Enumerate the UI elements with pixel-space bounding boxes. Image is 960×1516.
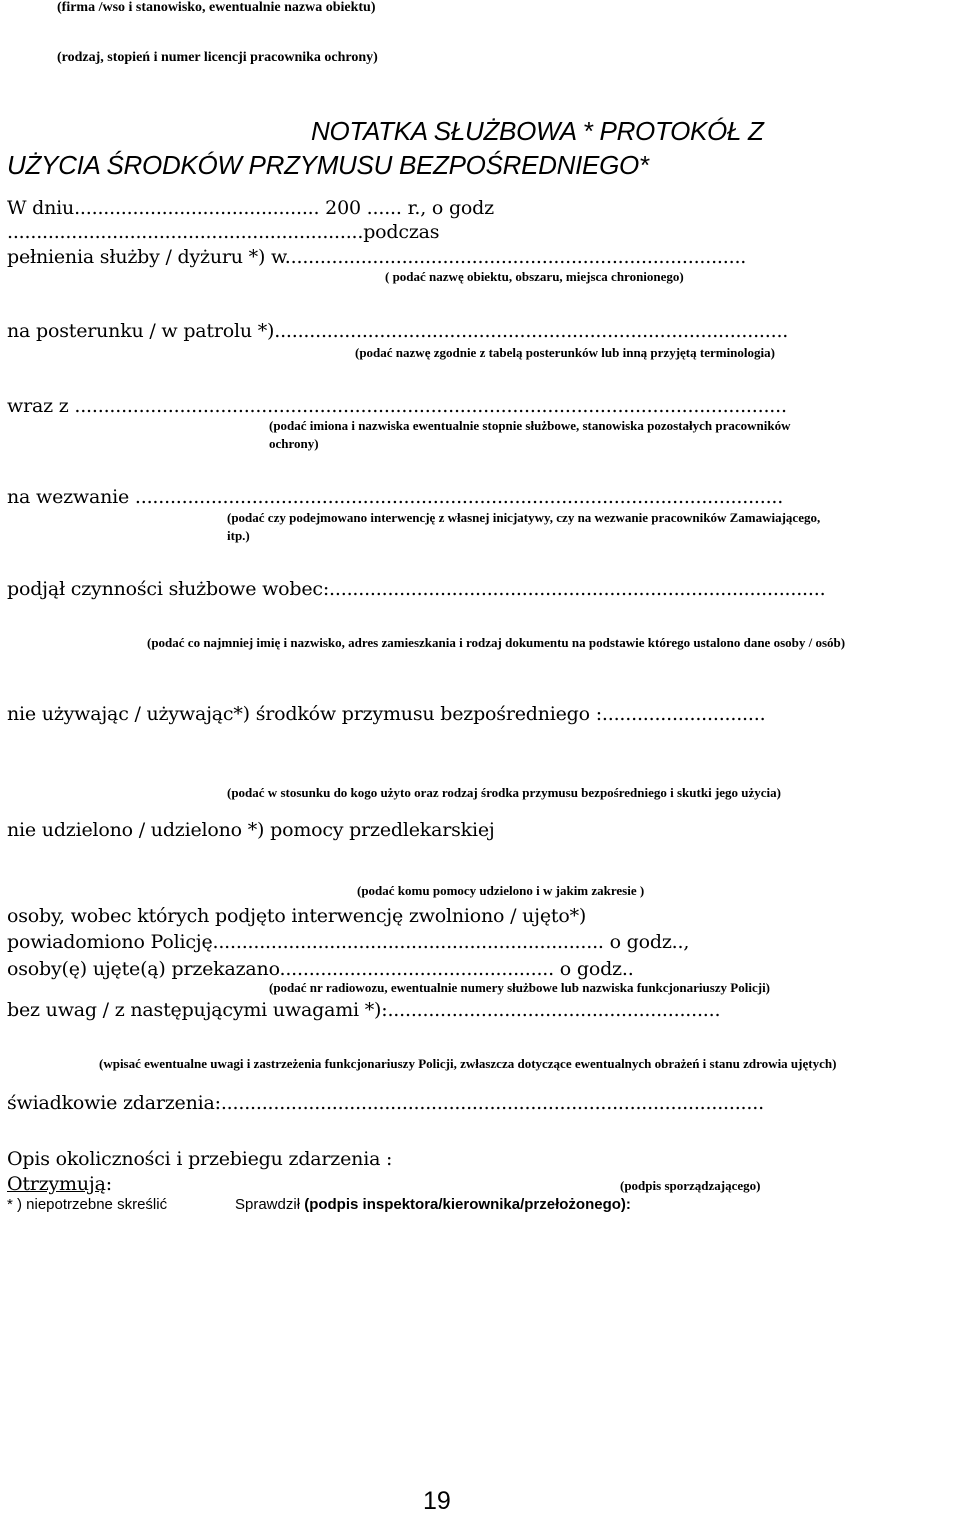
with-line: wraz z .......................................................................................................................... xyxy=(7,395,787,417)
document-title-line1: NOTATKA SŁUŻBOWA * PROTOKÓŁ Z xyxy=(311,116,764,146)
footnote: * ) niepotrzebne skreślić xyxy=(7,1196,168,1213)
call-line: na wezwanie ............................................................................................................... xyxy=(7,486,784,508)
transfer-line: osoby(ę) ujęte(ą) przekazano............................................... o godz.. xyxy=(7,958,634,980)
force-line: nie używając / używając*) środków przymusu bezpośredniego :............................ xyxy=(7,703,766,725)
action-hint: (podać co najmniej imię i nazwisko, adres zamieszkania i rodzaj dokumentu na podstawie którego ustalono dane osoby / osób) xyxy=(147,635,846,650)
page-number: 19 xyxy=(423,1487,451,1515)
release-line: osoby, wobec których podjęto interwencję zwolniono / ujęto*) xyxy=(7,905,587,927)
remarks-hint: (wpisać ewentualne uwagi i zastrzeżenia funkcjonariuszy Policji, zwłaszcza dotyczące ewentualnych obrażeń i stanu zdrowia ujętych) xyxy=(99,1056,837,1071)
force-hint: (podać w stosunku do kogo użyto oraz rodzaj środka przymusu bezpośredniego i skutki jego użycia) xyxy=(227,785,781,800)
duty-line: pełnienia służby / dyżuru *) w............................................................................... xyxy=(7,246,747,268)
post-line: na posterunku / w patrolu *)........................................................................................ xyxy=(7,320,789,342)
call-hint: (podać czy podejmowano interwencję z własnej inicjatywy, czy na wezwanie pracowników Zamawiającego, itp.) xyxy=(227,510,821,543)
checked-group xyxy=(235,1196,631,1213)
date-line: W dniu.......................................... 200 ...... r., o godz xyxy=(7,197,494,219)
checked-label: Sprawdził xyxy=(235,1196,305,1213)
aid-hint: (podać komu pomocy udzielono i w jakim zakresie ) xyxy=(357,883,645,898)
header-license-line: (rodzaj, stopień i numer licencji pracownika ochrony) xyxy=(57,50,378,65)
with-hint: (podać imiona i nazwiska ewentualnie stopnie służbowe, stanowiska pozostałych pracowników ochrony) xyxy=(269,418,791,451)
signature-hint: (podpis sporządzającego) xyxy=(620,1178,761,1193)
time-line: .............................................................podczas xyxy=(7,221,440,243)
checked-hint: (podpis inspektora/kierownika/przełożonego): xyxy=(304,1196,631,1213)
witnesses-line: świadkowie zdarzenia:............................................................................................. xyxy=(7,1092,764,1114)
duty-hint: ( podać nazwę obiektu, obszaru, miejsca chronionego) xyxy=(385,269,684,284)
document-title-line2: UŻYCIA ŚRODKÓW PRZYMUSU BEZPOŚREDNIEGO* xyxy=(7,150,649,180)
transfer-hint: (podać nr radiowozu, ewentualnie numery służbowe lub nazwiska funkcjonariuszy Policji) xyxy=(269,980,771,995)
header-company-line: (firma /wso i stanowisko, ewentualnie nazwa obiektu) xyxy=(57,0,376,15)
action-line: podjął czynności służbowe wobec:..................................................................................... xyxy=(7,578,826,600)
received-label: Otrzymują xyxy=(7,1173,106,1195)
post-hint: (podać nazwę zgodnie z tabelą posterunków lub inną przyjętą terminologia) xyxy=(355,345,775,360)
description-line: Opis okoliczności i przebiegu zdarzenia : xyxy=(7,1148,393,1170)
received-label-group xyxy=(7,1173,112,1195)
received-colon: : xyxy=(105,1173,112,1195)
remarks-line: bez uwag / z następującymi uwagami *):......................................................... xyxy=(7,999,721,1021)
police-line: powiadomiono Policję................................................................... o godz.., xyxy=(7,931,690,953)
aid-line: nie udzielono / udzielono *) pomocy przedlekarskiej xyxy=(7,819,495,841)
